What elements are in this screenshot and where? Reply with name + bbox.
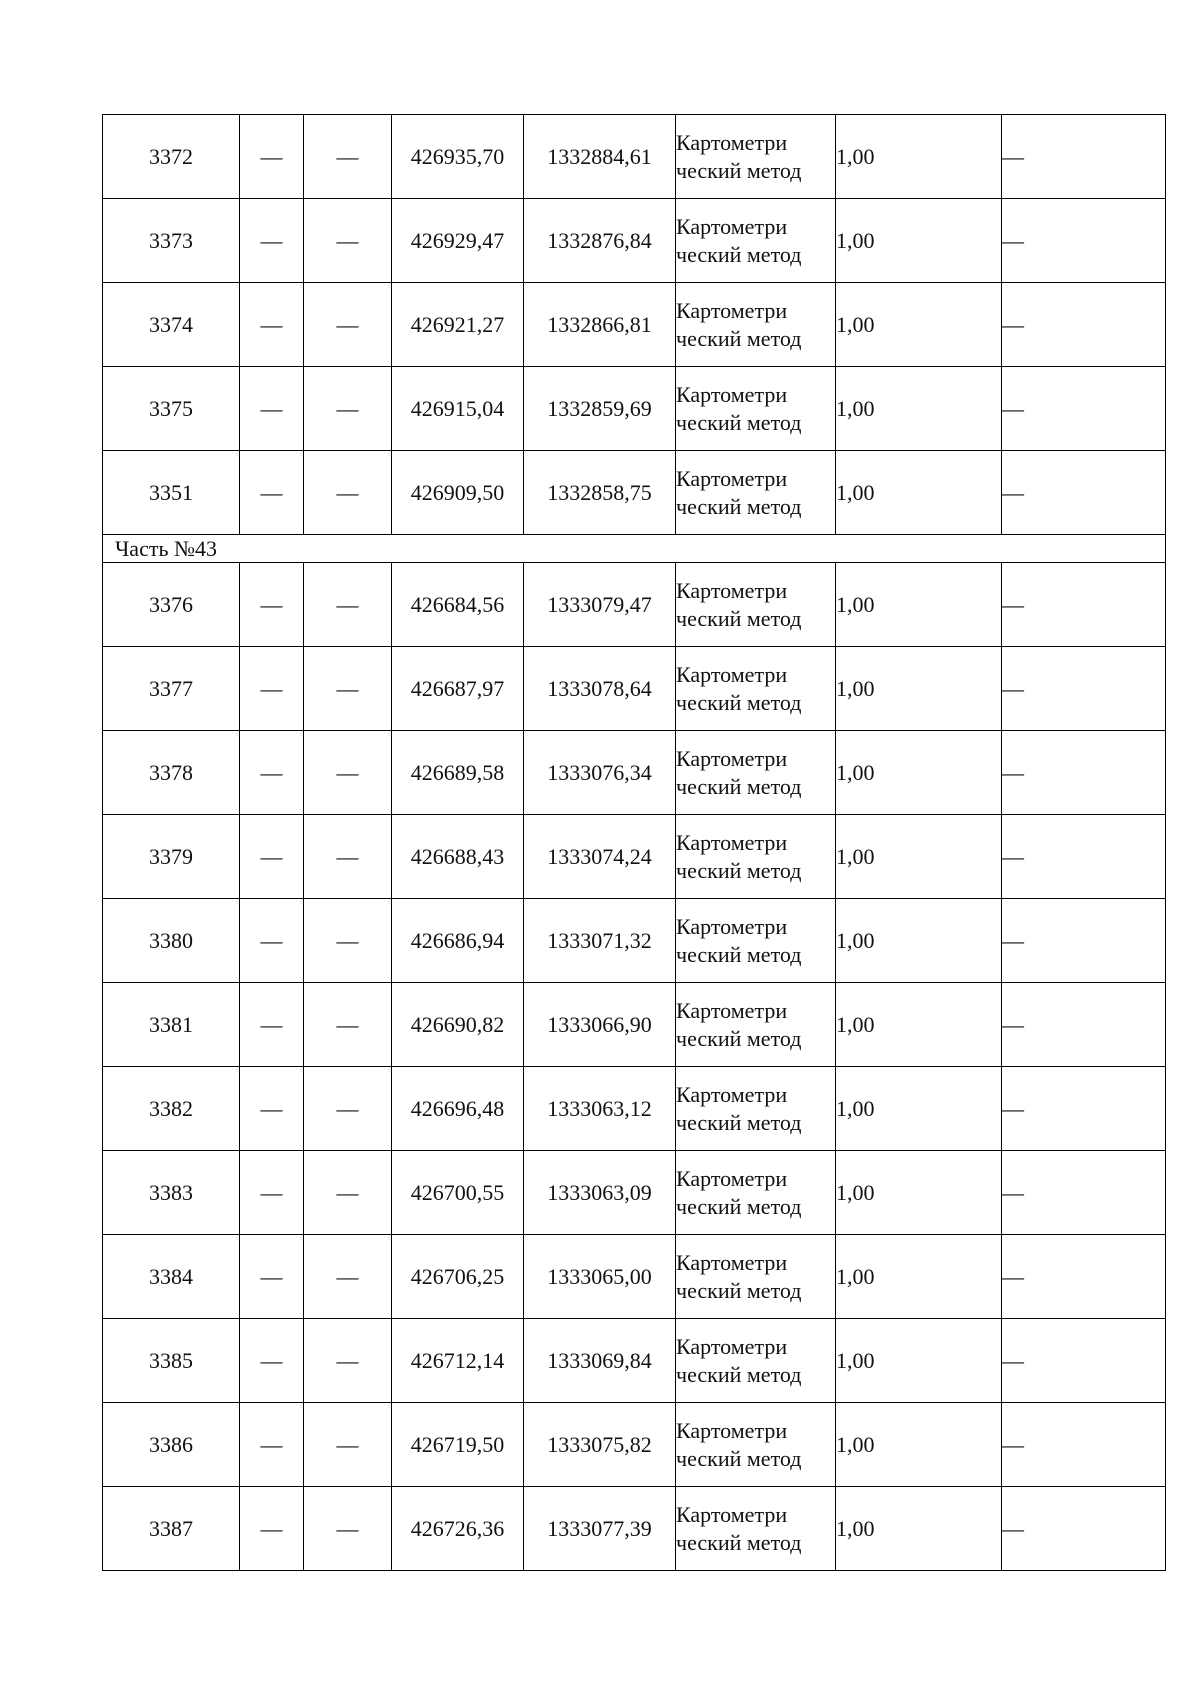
table-row	[103, 283, 1166, 367]
old-y-cell: —	[304, 1235, 392, 1319]
old-x-cell: —	[240, 451, 304, 535]
old-x-cell: —	[240, 1151, 304, 1235]
table-row	[103, 451, 1166, 535]
description-cell: —	[1002, 731, 1166, 815]
method-cell: Картометри ческий метод	[676, 1319, 836, 1403]
point-number-cell: 3373	[103, 199, 240, 283]
precision-cell: 1,00	[836, 1151, 1002, 1235]
description-cell: —	[1002, 451, 1166, 535]
precision-cell: 1,00	[836, 1319, 1002, 1403]
point-number-cell: 3385	[103, 1319, 240, 1403]
old-y-cell: —	[304, 115, 392, 199]
old-x-cell: —	[240, 283, 304, 367]
precision-cell: 1,00	[836, 1403, 1002, 1487]
description-cell: —	[1002, 1487, 1166, 1571]
old-y-cell: —	[304, 983, 392, 1067]
part-header-row	[103, 535, 1166, 563]
x-coordinate-cell: 426689,58	[392, 731, 524, 815]
y-coordinate-cell: 1333074,24	[524, 815, 676, 899]
x-coordinate-cell: 426690,82	[392, 983, 524, 1067]
old-x-cell: —	[240, 983, 304, 1067]
point-number-cell: 3386	[103, 1403, 240, 1487]
precision-cell: 1,00	[836, 983, 1002, 1067]
old-y-cell: —	[304, 1487, 392, 1571]
method-cell: Картометри ческий метод	[676, 563, 836, 647]
description-cell: —	[1002, 1067, 1166, 1151]
old-y-cell: —	[304, 1319, 392, 1403]
old-y-cell: —	[304, 451, 392, 535]
precision-cell: 1,00	[836, 451, 1002, 535]
y-coordinate-cell: 1333076,34	[524, 731, 676, 815]
x-coordinate-cell: 426696,48	[392, 1067, 524, 1151]
x-coordinate-cell: 426688,43	[392, 815, 524, 899]
old-x-cell: —	[240, 1403, 304, 1487]
method-cell: Картометри ческий метод	[676, 1067, 836, 1151]
description-cell: —	[1002, 283, 1166, 367]
method-cell: Картометри ческий метод	[676, 1403, 836, 1487]
y-coordinate-cell: 1332866,81	[524, 283, 676, 367]
y-coordinate-cell: 1333079,47	[524, 563, 676, 647]
table-row	[103, 899, 1166, 983]
method-cell: Картометри ческий метод	[676, 367, 836, 451]
table-row	[103, 199, 1166, 283]
x-coordinate-cell: 426915,04	[392, 367, 524, 451]
x-coordinate-cell: 426712,14	[392, 1319, 524, 1403]
table-row	[103, 983, 1166, 1067]
coordinates-table	[102, 114, 1166, 1571]
table-row	[103, 1067, 1166, 1151]
point-number-cell: 3379	[103, 815, 240, 899]
x-coordinate-cell: 426935,70	[392, 115, 524, 199]
table-row	[103, 1319, 1166, 1403]
method-cell: Картометри ческий метод	[676, 815, 836, 899]
old-x-cell: —	[240, 563, 304, 647]
y-coordinate-cell: 1332876,84	[524, 199, 676, 283]
point-number-cell: 3378	[103, 731, 240, 815]
y-coordinate-cell: 1333071,32	[524, 899, 676, 983]
precision-cell: 1,00	[836, 731, 1002, 815]
y-coordinate-cell: 1332859,69	[524, 367, 676, 451]
description-cell: —	[1002, 815, 1166, 899]
table-row	[103, 815, 1166, 899]
y-coordinate-cell: 1333063,09	[524, 1151, 676, 1235]
point-number-cell: 3380	[103, 899, 240, 983]
old-y-cell: —	[304, 1151, 392, 1235]
old-x-cell: —	[240, 731, 304, 815]
description-cell: —	[1002, 1235, 1166, 1319]
table-row	[103, 367, 1166, 451]
table-row	[103, 563, 1166, 647]
x-coordinate-cell: 426909,50	[392, 451, 524, 535]
description-cell: —	[1002, 563, 1166, 647]
old-y-cell: —	[304, 1403, 392, 1487]
y-coordinate-cell: 1333065,00	[524, 1235, 676, 1319]
old-x-cell: —	[240, 1235, 304, 1319]
y-coordinate-cell: 1333063,12	[524, 1067, 676, 1151]
description-cell: —	[1002, 647, 1166, 731]
y-coordinate-cell: 1332858,75	[524, 451, 676, 535]
method-cell: Картометри ческий метод	[676, 451, 836, 535]
precision-cell: 1,00	[836, 199, 1002, 283]
precision-cell: 1,00	[836, 283, 1002, 367]
x-coordinate-cell: 426700,55	[392, 1151, 524, 1235]
old-y-cell: —	[304, 199, 392, 283]
description-cell: —	[1002, 1151, 1166, 1235]
x-coordinate-cell: 426719,50	[392, 1403, 524, 1487]
table-row	[103, 647, 1166, 731]
y-coordinate-cell: 1332884,61	[524, 115, 676, 199]
method-cell: Картометри ческий метод	[676, 1487, 836, 1571]
old-y-cell: —	[304, 563, 392, 647]
method-cell: Картометри ческий метод	[676, 283, 836, 367]
y-coordinate-cell: 1333075,82	[524, 1403, 676, 1487]
old-x-cell: —	[240, 115, 304, 199]
description-cell: —	[1002, 983, 1166, 1067]
precision-cell: 1,00	[836, 647, 1002, 731]
precision-cell: 1,00	[836, 367, 1002, 451]
old-x-cell: —	[240, 815, 304, 899]
old-y-cell: —	[304, 1067, 392, 1151]
old-y-cell: —	[304, 283, 392, 367]
description-cell: —	[1002, 115, 1166, 199]
point-number-cell: 3383	[103, 1151, 240, 1235]
precision-cell: 1,00	[836, 1487, 1002, 1571]
method-cell: Картометри ческий метод	[676, 731, 836, 815]
method-cell: Картометри ческий метод	[676, 647, 836, 731]
old-y-cell: —	[304, 815, 392, 899]
table-row	[103, 1487, 1166, 1571]
point-number-cell: 3376	[103, 563, 240, 647]
precision-cell: 1,00	[836, 815, 1002, 899]
precision-cell: 1,00	[836, 1067, 1002, 1151]
y-coordinate-cell: 1333078,64	[524, 647, 676, 731]
method-cell: Картометри ческий метод	[676, 199, 836, 283]
method-cell: Картометри ческий метод	[676, 1151, 836, 1235]
point-number-cell: 3381	[103, 983, 240, 1067]
precision-cell: 1,00	[836, 899, 1002, 983]
old-x-cell: —	[240, 367, 304, 451]
point-number-cell: 3377	[103, 647, 240, 731]
description-cell: —	[1002, 367, 1166, 451]
table-row	[103, 1403, 1166, 1487]
description-cell: —	[1002, 899, 1166, 983]
table-row	[103, 731, 1166, 815]
old-x-cell: —	[240, 1487, 304, 1571]
x-coordinate-cell: 426686,94	[392, 899, 524, 983]
x-coordinate-cell: 426921,27	[392, 283, 524, 367]
point-number-cell: 3372	[103, 115, 240, 199]
old-x-cell: —	[240, 1067, 304, 1151]
method-cell: Картометри ческий метод	[676, 899, 836, 983]
old-y-cell: —	[304, 731, 392, 815]
old-y-cell: —	[304, 899, 392, 983]
y-coordinate-cell: 1333066,90	[524, 983, 676, 1067]
description-cell: —	[1002, 199, 1166, 283]
table-body	[103, 115, 1166, 1571]
x-coordinate-cell: 426684,56	[392, 563, 524, 647]
precision-cell: 1,00	[836, 1235, 1002, 1319]
old-x-cell: —	[240, 1319, 304, 1403]
point-number-cell: 3387	[103, 1487, 240, 1571]
table-row	[103, 1235, 1166, 1319]
precision-cell: 1,00	[836, 115, 1002, 199]
old-x-cell: —	[240, 647, 304, 731]
x-coordinate-cell: 426706,25	[392, 1235, 524, 1319]
old-y-cell: —	[304, 647, 392, 731]
table-row	[103, 1151, 1166, 1235]
x-coordinate-cell: 426726,36	[392, 1487, 524, 1571]
y-coordinate-cell: 1333069,84	[524, 1319, 676, 1403]
old-x-cell: —	[240, 899, 304, 983]
point-number-cell: 3375	[103, 367, 240, 451]
old-x-cell: —	[240, 199, 304, 283]
point-number-cell: 3384	[103, 1235, 240, 1319]
old-y-cell: —	[304, 367, 392, 451]
part-label: Часть №43	[103, 535, 1166, 563]
method-cell: Картометри ческий метод	[676, 115, 836, 199]
precision-cell: 1,00	[836, 563, 1002, 647]
y-coordinate-cell: 1333077,39	[524, 1487, 676, 1571]
description-cell: —	[1002, 1403, 1166, 1487]
table-row	[103, 115, 1166, 199]
description-cell: —	[1002, 1319, 1166, 1403]
method-cell: Картометри ческий метод	[676, 1235, 836, 1319]
point-number-cell: 3351	[103, 451, 240, 535]
point-number-cell: 3382	[103, 1067, 240, 1151]
point-number-cell: 3374	[103, 283, 240, 367]
x-coordinate-cell: 426687,97	[392, 647, 524, 731]
method-cell: Картометри ческий метод	[676, 983, 836, 1067]
x-coordinate-cell: 426929,47	[392, 199, 524, 283]
